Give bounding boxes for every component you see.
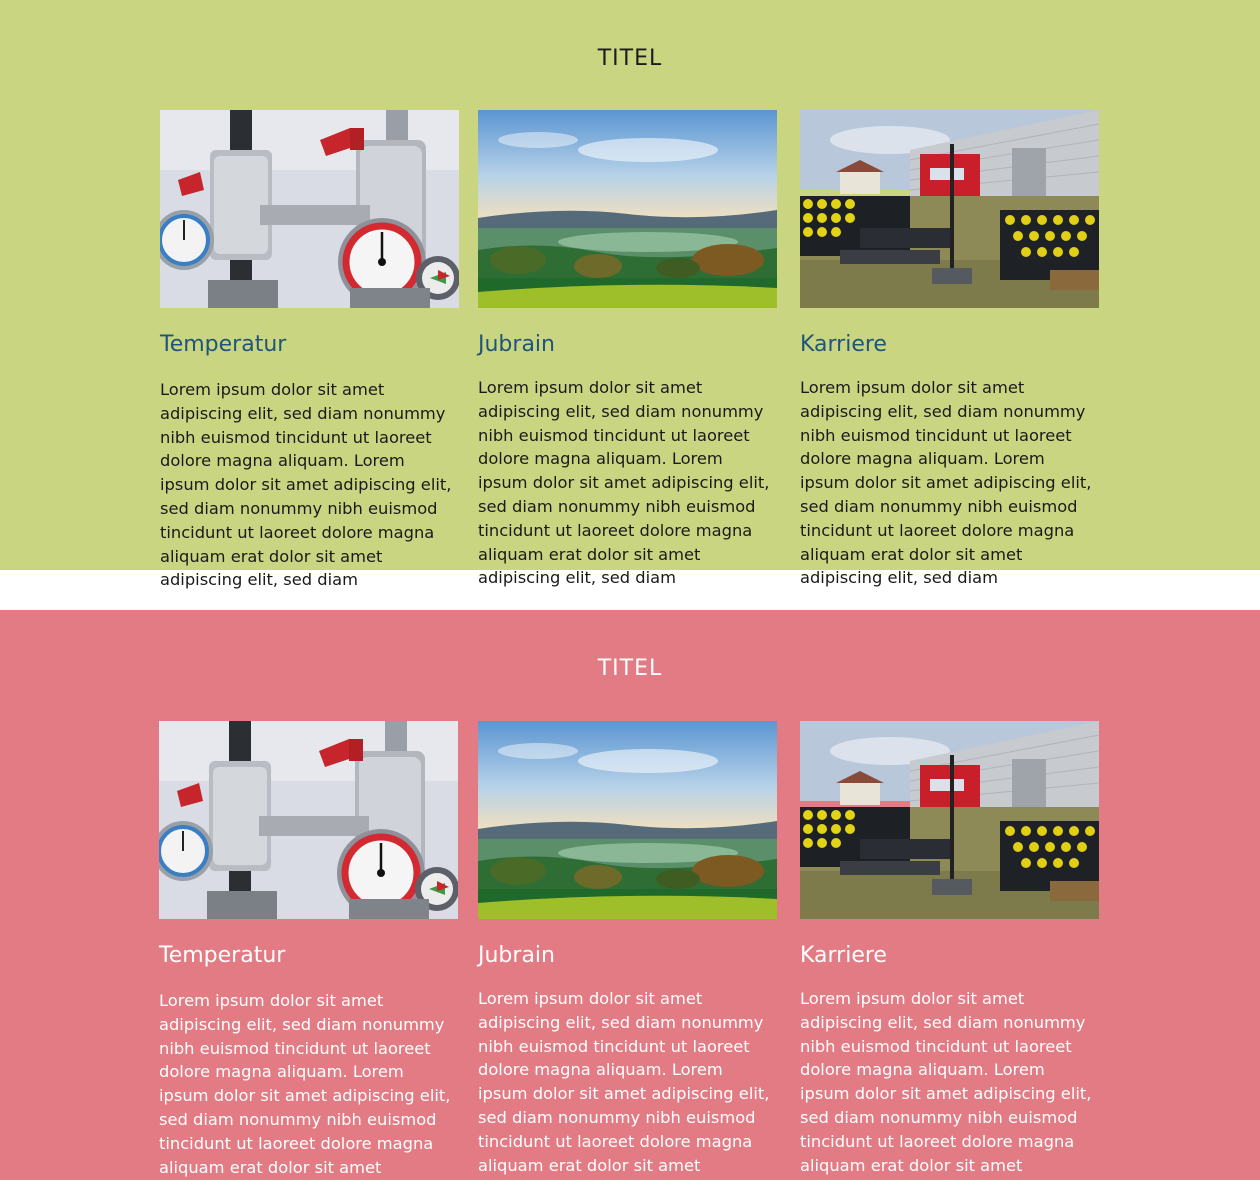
card-title[interactable]: Jubrain (478, 943, 555, 968)
card-text: Lorem ipsum dolor sit amet adipiscing elit, sed diam nonummy nibh euismod tincidunt ut laoreet dolore magna aliquam. Lorem ipsum dolor sit amet adipiscing elit, sed diam nonummy nibh euismod tincidunt ut laoreet dolore magna aliquam erat dolor sit amet adipiscing elit, sed diam (478, 378, 770, 588)
card-title[interactable]: Karriere (800, 943, 887, 968)
section-title: TITEL (597, 46, 663, 71)
landscape-photo (478, 721, 777, 919)
card-text: Lorem ipsum dolor sit amet adipiscing elit, sed diam nonummy nibh euismod tincidunt ut laoreet dolore magna aliquam. Lorem ipsum dolor sit amet adipiscing elit, sed diam nonummy nibh euismod tincidunt ut laoreet dolore magna aliquam erat dolor sit amet adipiscing elit, sed diam (478, 989, 770, 1199)
building-pipes-photo (800, 721, 1099, 919)
card-text: Lorem ipsum dolor sit amet adipiscing elit, sed diam nonummy nibh euismod tincidunt ut laoreet dolore magna aliquam. Lorem ipsum dolor sit amet adipiscing elit, sed diam nonummy nibh euismod tincidunt ut laoreet dolore magna aliquam erat dolor sit amet adipiscing elit, sed diam (800, 378, 1092, 588)
card-text: Lorem ipsum dolor sit amet adipiscing elit, sed diam nonummy nibh euismod tincidunt ut laoreet dolore magna aliquam. Lorem ipsum dolor sit amet adipiscing elit, sed diam nonummy nibh euismod tincidunt ut laoreet dolore magna aliquam erat dolor sit amet adipiscing elit, sed diam (160, 380, 452, 590)
card-title[interactable]: Karriere (800, 332, 887, 357)
building-pipes-photo (800, 110, 1099, 308)
card-text: Lorem ipsum dolor sit amet adipiscing elit, sed diam nonummy nibh euismod tincidunt ut laoreet dolore magna aliquam. Lorem ipsum dolor sit amet adipiscing elit, sed diam nonummy nibh euismod tincidunt ut laoreet dolore magna aliquam erat dolor sit amet adipiscing elit, sed diam (159, 991, 451, 1201)
card-title[interactable]: Temperatur (160, 332, 287, 357)
red-section (0, 610, 1260, 1201)
card-title[interactable]: Temperatur (159, 943, 286, 968)
section-title: TITEL (597, 656, 663, 681)
pressure-gauges-photo (159, 721, 458, 919)
landscape-photo (478, 110, 777, 308)
card-title[interactable]: Jubrain (478, 332, 555, 357)
pressure-gauges-photo (160, 110, 459, 308)
green-section (0, 0, 1260, 590)
card-text: Lorem ipsum dolor sit amet adipiscing elit, sed diam nonummy nibh euismod tincidunt ut laoreet dolore magna aliquam. Lorem ipsum dolor sit amet adipiscing elit, sed diam nonummy nibh euismod tincidunt ut laoreet dolore magna aliquam erat dolor sit amet adipiscing elit, sed diam (800, 989, 1092, 1199)
